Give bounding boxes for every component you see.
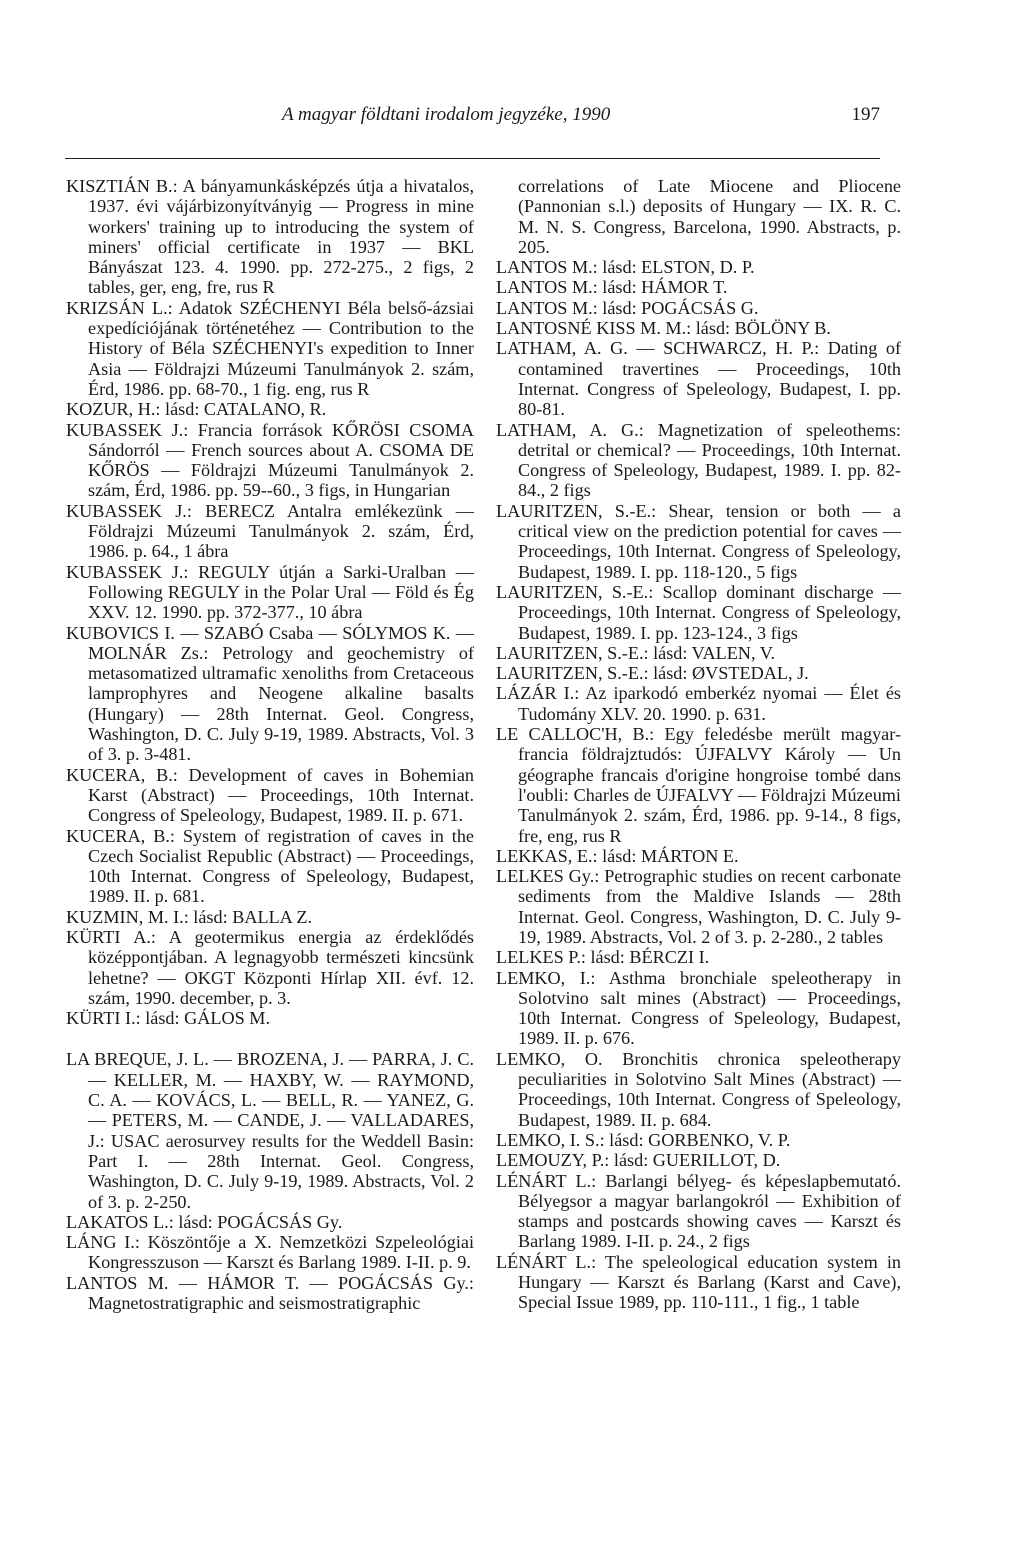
bibliography-entry: LÉNÁRT L.: Barlangi bélyeg- és képeslapbemutató. Bélyegsor a magyar barlangokról — Exhibition of stamps and postcards showing caves — Karszt és Barlang 1989. I-II. p. 24., 2 figs [496,1170,901,1252]
bibliography-entry: LATHAM, A. G.: Magnetization of speleothems: detrital or chemical? — Proceedings, 10th Internat. Congress of Speleology, Budapest, 1989. I. pp. 82-84., 2 figs [496,419,901,501]
bibliography-entry: KRIZSÁN L.: Adatok SZÉCHENYI Béla belső-ázsiai expedíciójának történetéhez — Contribution to the History of Béla SZÉCHENYI's expedition to Inner Asia — Földrajzi Múzeumi Tanulmányok 2. szám, Érd, 1986. pp. 68-70., 1 fig. eng, rus R [66,297,474,399]
bibliography-entry: LANTOS M.: lásd: HÁMOR T. [496,277,728,298]
bibliography-entry: LAURITZEN, S.-E.: Scallop dominant discharge — Proceedings, 10th Internat. Congress of Speleology, Budapest, 1989. I. pp. 123-124., 3 figs [496,581,901,643]
bibliography-entry: LANTOSNÉ KISS M. M.: lásd: BÖLÖNY B. [496,318,831,339]
bibliography-entry: LÁNG I.: Köszöntője a X. Nemzetközi Szpeleológiai Kongresszuson — Karszt és Barlang 1989. I-II. p. 9. [66,1232,474,1273]
bibliography-entry: KÜRTI A.: A geotermikus energia az érdeklődés középpontjában. A legnagyobb természeti kincsünk lehetne? — OKGT Központi Hírlap XII. évf. 12. szám, 1990. december, p. 3. [66,926,474,1008]
bibliography-entry: LEMKO, I. S.: lásd: GORBENKO, V. P. [496,1129,791,1150]
bibliography-entry: LE CALLOC'H, B.: Egy feledésbe merült magyar-francia földrajztudós: ÚJFALVY Károly — Un géographe francais d'origine hongroise tombé dans l'oubli: Charles de ÚJFALVY — Földrajzi Múzeumi Tanulmányok 2. szám, Érd, 1986. pp. 9-14., 8 figs, fre, eng, rus R [496,724,901,846]
bibliography-entry: LATHAM, A. G. — SCHWARCZ, H. P.: Dating of contamined travertines — Proceedings, 10th Internat. Congress of Speleology, Budapest, I. pp. 80-81. [496,338,901,420]
bibliography-entry: KUBOVICS I. — SZABÓ Csaba — SÓLYMOS K. — MOLNÁR Zs.: Petrology and geochemistry of metasomatized ultramafic xenoliths from Cretaceous lamprophyres and Neogene alkaline basalts (Hungary) — 28th Internat. Geol. Congress, Washington, D. C. July 9-19, 1989. Abstracts, Vol. 3 of 3. p. 3-481. [66,622,474,765]
page-header [60,104,880,140]
bibliography-entry: KUZMIN, M. I.: lásd: BALLA Z. [66,906,313,927]
left-column [66,176,474,1313]
bibliography-entry: KUCERA, B.: System of registration of caves in the Czech Socialist Republic (Abstract) — Proceedings, 10th Internat. Congress of Speleology, Budapest, 1989. II. p. 681. [66,825,474,907]
bibliography-entry: KUCERA, B.: Development of caves in Bohemian Karst (Abstract) — Proceedings, 10th Internat. Congress of Speleology, Budapest, 1989. II. p. 671. [66,764,474,826]
bibliography-entry: KUBASSEK J.: Francia források KŐRÖSI CSOMA Sándorról — French sources about A. CSOMA DE KŐRÖS — Földrajzi Múzeumi Tanulmányok 2. szám, Érd, 1986. pp. 59--60., 3 figs, in Hungarian [66,419,474,501]
page-number: 197 [851,104,880,125]
bibliography-entry: LELKES P.: lásd: BÉRCZI I. [496,947,710,968]
section-gap [66,1028,474,1049]
bibliography-entry: KOZUR, H.: lásd: CATALANO, R. [66,399,327,420]
bibliography-entry: LANTOS M. — HÁMOR T. — POGÁCSÁS Gy.: Magnetostratigraphic and seismostratigraphic [66,1272,474,1314]
bibliography-entry-continued: correlations of Late Miocene and Pliocene (Pannonian s.l.) deposits of Hungary — IX. R. C. M. N. S. Congress, Barcelona, 1990. Abstracts, p. 205. [518,176,901,257]
bibliography-entry: LELKES Gy.: Petrographic studies on recent carbonate sediments from the Maldive Islands — 28th Internat. Geol. Congress, Washington, D. C. July 9- 19, 1989. Abstracts, Vol. 2 of 3. p. 2-280., 2 tables [496,866,901,947]
bibliography-entry: LAKATOS L.: lásd: POGÁCSÁS Gy. [66,1211,343,1232]
bibliography-entry: KISZTIÁN B.: A bányamunkásképzés útja a hivatalos, 1937. évi vájárbizonyítványig — Progress in mine workers' training up to introducing the system of miners' official certificate in 1937 — BKL Bányászat 123. 4. 1990. pp. 272-275., 2 figs, 2 tables, ger, eng, fre, rus R [66,176,474,298]
bibliography-entry: LEKKAS, E.: lásd: MÁRTON E. [496,845,739,866]
bibliography-entry: KUBASSEK J.: BERECZ Antalra emlékezünk — Földrajzi Múzeumi Tanulmányok 2. szám, Érd, 1986. p. 64., 1 ábra [66,500,474,562]
bibliography-entry: LAURITZEN, S.-E.: lásd: VALEN, V. [496,642,776,663]
bibliography-entry: KUBASSEK J.: REGULY útján a Sarki-Uralban — Following REGULY in the Polar Ural — Föld és Ég XXV. 12. 1990. pp. 372-377., 10 ábra [66,561,474,623]
bibliography-entry: LEMKO, O. Bronchitis chronica speleotherapy peculiarities in Solotvino Salt Mines (Abstract) — Proceedings, 10th Internat. Congress of Speleology, Budapest, 1989. II. p. 684. [496,1048,901,1130]
running-title: A magyar földtani irodalom jegyzéke, 1990 [282,104,611,125]
bibliography-entry: LANTOS M.: lásd: ELSTON, D. P. [496,257,755,278]
header-rule [65,158,880,159]
bibliography-entry: LANTOS M.: lásd: POGÁCSÁS G. [496,297,759,318]
bibliography-entry: LEMKO, I.: Asthma bronchiale speleotherapy in Solotvino salt mines (Abstract) — Proceedings, 10th Internat. Congress of Speleology, Budapest, 1989. II. p. 676. [496,967,901,1049]
bibliography-entry: LEMOUZY, P.: lásd: GUERILLOT, D. [496,1150,781,1171]
bibliography-entry: KÜRTI I.: lásd: GÁLOS M. [66,1008,271,1029]
right-column [496,176,901,1313]
bibliography-entry: LAURITZEN, S.-E.: Shear, tension or both — a critical view on the prediction potential for caves — Proceedings, 10th Internat. Congress of Speleology, Budapest, 1989. I. pp. 118-120., 5 figs [496,500,901,582]
bibliography-entry: LÁZÁR I.: Az iparkodó emberkéz nyomai — Élet és Tudomány XLV. 20. 1990. p. 631. [496,683,901,724]
bibliography-entry: LA BREQUE, J. L. — BROZENA, J. — PARRA, J. C. — KELLER, M. — HAXBY, W. — RAYMOND, C. A. — KOVÁCS, L. — BELL, R. — YANEZ, G. — PETERS, M. — CANDE, J. — VALLADARES, J.: USAC aerosurvey results for the Weddell Basin: Part I. — 28th Internat. Geol. Congress, Washington, D. C. July 9-19, 1989. Abstracts, Vol. 2 of 3. p. 2-250. [66,1049,474,1212]
bibliography-entry: LAURITZEN, S.-E.: lásd: ØVSTEDAL, J. [496,663,809,684]
bibliography-entry: LÉNÁRT L.: The speleological education system in Hungary — Karszt és Barlang (Karst and Cave), Special Issue 1989, pp. 110-111., 1 fig., 1 table [496,1251,901,1313]
